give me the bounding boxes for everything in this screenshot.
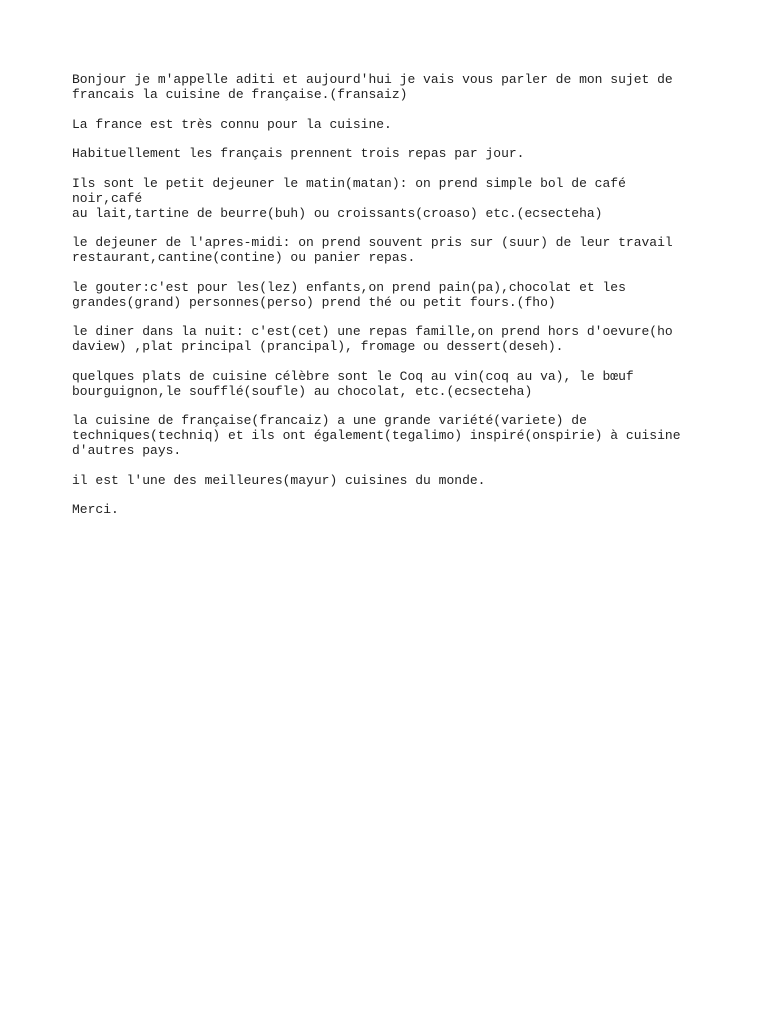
paragraph-best-cuisine: il est l'une des meilleures(mayur) cuisines du monde. — [72, 472, 486, 488]
paragraph-gouter: le gouter:c'est pour les(lez) enfants,on prend pain(pa),chocolat et les grandes(grand) personnes(perso) prend thé ou petit fours.(fho) — [72, 279, 626, 310]
paragraph-lunch: le dejeuner de l'apres-midi: on prend souvent pris sur (suur) de leur travail restaurant,cantine(contine) ou panier repas. — [72, 235, 673, 265]
paragraph-dinner: le diner dans la nuit: c'est(cet) une repas famille,on prend hors d'oevure(ho daview) ,plat principal (prancipal), fromage ou dessert(deseh). — [72, 324, 673, 354]
paragraph-famous-dishes: quelques plats de cuisine célèbre sont le Coq au vin(coq au va), le bœuf bourguignon,le soufflé(soufle) au chocolat, etc.(ecsecteha) — [72, 368, 634, 399]
paragraph-breakfast: Ils sont le petit dejeuner le matin(matan): on prend simple bol de café noir,café au lait,tartine de beurre(buh) ou croissants(croaso) etc.(ecsecteha) — [72, 175, 626, 221]
paragraph-france-known: La france est très connu pour la cuisine. — [72, 116, 392, 132]
paragraph-three-meals: Habituellement les français prennent trois repas par jour. — [72, 146, 525, 161]
paragraph-variety: la cuisine de française(francaiz) a une grande variété(variete) de techniques(techniq) et ils ont également(tegalimo) inspiré(onspirie) à cuisine d'autres pays. — [72, 413, 681, 458]
paragraph-closing: Merci. — [72, 502, 119, 517]
paragraph-intro: Bonjour je m'appelle aditi et aujourd'hui je vais vous parler de mon sujet de francais la cuisine de française.(fransaiz) — [72, 72, 673, 102]
